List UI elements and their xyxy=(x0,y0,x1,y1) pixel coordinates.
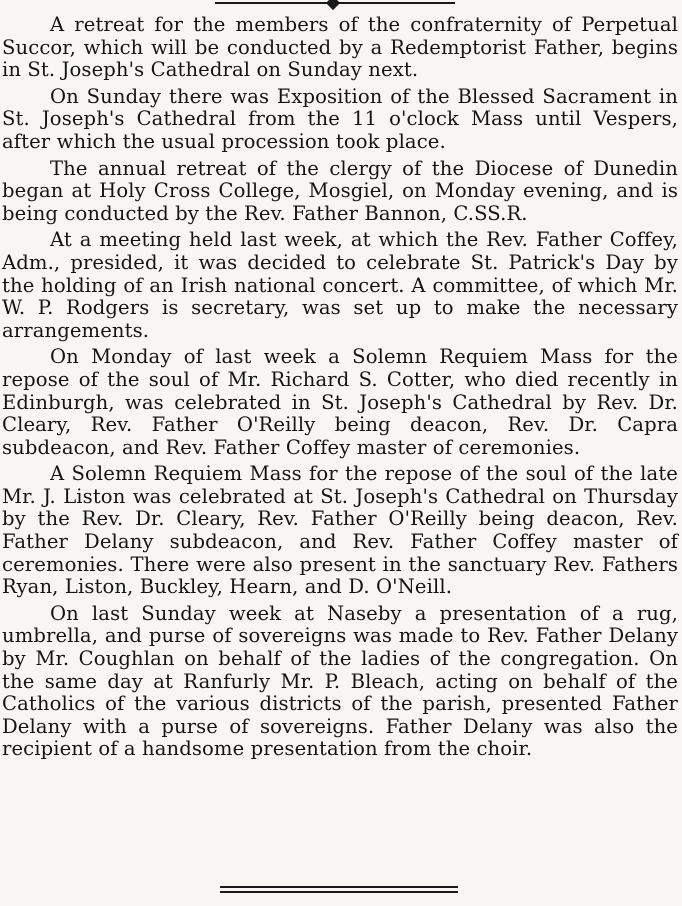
paragraph-requiem-liston: A Solemn Requiem Mass for the repose of the soul of the late Mr. J. Liston was celebrated at St. Joseph's Cathedral on Thursday by the Rev. Dr. Cleary, Rev. Father O'Reilly being deacon, Rev. Father Delany subdeacon, and Rev. Father Coffey master of ceremonies. There were also present in the sanctuary Rev. Fathers Ryan, Liston, Buckley, Hearn, and D. O'Neill. xyxy=(2,462,678,599)
news-column xyxy=(2,14,678,765)
diamond-ornament-icon xyxy=(326,0,340,10)
bottom-double-rule xyxy=(220,886,458,896)
bottom-rule-upper xyxy=(220,886,458,888)
paragraph-requiem-cotter: On Monday of last week a Solemn Requiem Mass for the repose of the soul of Mr. Richard S. Cotter, who died recently in Edinburgh, was celebrated in St. Joseph's Cathedral by Rev. Dr. Cleary, Rev. Father O'Reilly being deacon, Rev. Dr. Capra subdeacon, and Rev. Father Coffey master of ceremonies. xyxy=(2,345,678,459)
paragraph-retreat-perpetual-succor: A retreat for the members of the confraternity of Perpetual Succor, which will be conducted by a Redemptorist Father, begins in St. Joseph's Cathedral on Sunday next. xyxy=(2,13,678,82)
paragraph-st-patricks-concert: At a meeting held last week, at which the Rev. Father Coffey, Adm., presided, it was decided to celebrate St. Patrick's Day by the holding of an Irish national concert. A committee, of which Mr. W. P. Rodgers is secretary, was set up to make the necessary arrangements. xyxy=(2,228,678,342)
bottom-rule-lower xyxy=(220,891,458,893)
paragraph-clergy-retreat: The annual retreat of the clergy of the Diocese of Dunedin began at Holy Cross College, Mosgiel, on Monday evening, and is being conducted by the Rev. Father Bannon, C.SS.R. xyxy=(2,156,678,225)
paragraph-exposition: On Sunday there was Exposition of the Blessed Sacrament in St. Joseph's Cathedral from the 11 o'clock Mass until Vespers, after which the usual procession took place. xyxy=(2,84,678,153)
paragraph-naseby-presentation: On last Sunday week at Naseby a presentation of a rug, umbrella, and purse of sovereigns was made to Rev. Father Delany by Mr. Coughlan on behalf of the ladies of the congregation. On the same day at Ranfurly Mr. P. Bleach, acting on behalf of the Catholics of the various districts of the parish, presented Father Delany with a purse of sovereigns. Father Delany was also the recipient of a handsome presentation from the choir. xyxy=(2,601,678,761)
